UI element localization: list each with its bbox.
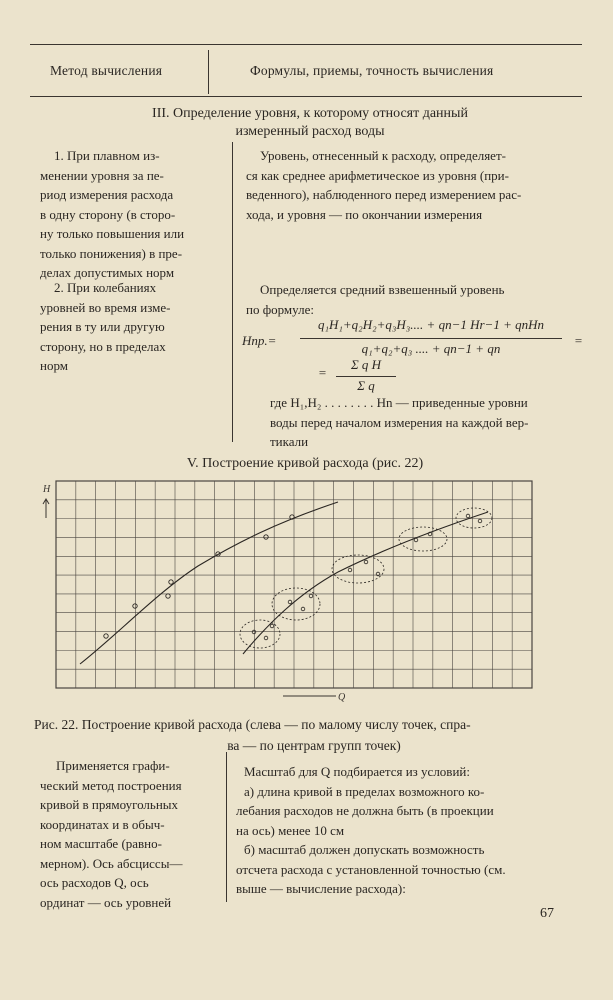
- data-point: [169, 580, 173, 584]
- item-2-description: [246, 280, 586, 319]
- bottom-method-line: кривой в прямоугольных: [40, 797, 179, 812]
- header-bottom-rule: [30, 96, 582, 97]
- bottom-method-line: ческий метод построения: [40, 777, 182, 793]
- bottom-method-line: ном масштабе (равно-: [40, 836, 162, 851]
- data-point: [466, 514, 470, 518]
- section-3-title: [90, 105, 530, 141]
- item-1-method-line: только понижения) в пре-: [40, 245, 183, 261]
- section-5-title: V. Построение кривой расхода (рис. 22): [186, 456, 424, 471]
- formula-lhs: Hпр.=: [242, 333, 277, 348]
- item-2-description-line: по формуле:: [246, 301, 314, 317]
- item-2-method: [40, 278, 228, 376]
- point-group: [272, 588, 320, 620]
- item-1-method-line: в одну сторону (в сторо-: [40, 206, 176, 222]
- data-point: [133, 604, 137, 608]
- item-1-description-line: ся как среднее арифметическое из уровня (при-: [246, 167, 509, 183]
- item-1-method-line: делах допустимых норм: [40, 265, 175, 280]
- data-point: [252, 630, 256, 634]
- data-point: [166, 594, 170, 598]
- chart-grid: [56, 481, 532, 688]
- item-1-method: [40, 146, 228, 283]
- formula-equals: =: [574, 333, 583, 348]
- data-point: [348, 568, 352, 572]
- formula-sum-fraction-bar: [336, 376, 396, 377]
- data-point: [309, 594, 313, 598]
- bottom-description-line: выше — вычисление расхода):: [236, 881, 406, 896]
- header-column-divider: [208, 50, 209, 94]
- bottom-description-line: а) длина кривой в пределах возможного ко-: [244, 783, 485, 799]
- item-1-method-line: 1. При плавном из-: [54, 148, 160, 163]
- data-point: [264, 535, 268, 539]
- formula-numerator: q₁H₁+q₂H₂+q₃H₃.... + qn−1 Hr−1 + qnHn: [317, 317, 544, 332]
- formula-fraction-bar: [300, 338, 562, 339]
- item-1-method-line: менении уровня за пе-: [40, 167, 164, 183]
- item-2-method-line: уровней во время изме-: [40, 299, 171, 315]
- item-1-description-line: хода, и уровня — по окончании измерения: [246, 206, 483, 222]
- x-axis-label: Q: [338, 692, 346, 703]
- data-point: [270, 624, 274, 628]
- item-2-method-line: норм: [40, 358, 68, 373]
- data-point: [364, 560, 368, 564]
- bottom-description-line: б) масштаб должен допускать возможность: [244, 842, 485, 857]
- figure-caption-line2: ва — по центрам групп точек): [227, 738, 401, 753]
- formula-sum-denominator: Σ q: [357, 378, 375, 393]
- bottom-description-line: Масштаб для Q подбирается из условий:: [244, 764, 470, 779]
- header-method: Метод вычисления: [50, 63, 163, 78]
- point-group: [332, 555, 384, 583]
- bottom-method-line: координатах и в обыч-: [40, 816, 165, 832]
- item-1-description-line: веденного), наблюденного перед измерением рас-: [246, 187, 522, 202]
- item-2-description-line: Определяется средний взвешенный уровень: [260, 282, 505, 297]
- item-1-description: [246, 146, 586, 224]
- item-1-method-line: ну только повышения или: [40, 226, 185, 241]
- item-1-description-line: Уровень, отнесенный к расходу, определяет-: [260, 148, 506, 163]
- bottom-method-line: ординат — ось уровней: [40, 894, 172, 910]
- formula-denominator: q₁+q₂+q₃ .... + qn−1 + qn: [361, 341, 501, 356]
- point-group: [399, 527, 447, 551]
- bottom-description-line: на ось) менее 10 см: [236, 822, 345, 838]
- data-point: [104, 634, 108, 638]
- header-top-rule: [30, 44, 582, 45]
- where-text: [246, 393, 586, 452]
- bottom-method: [40, 756, 222, 912]
- bottom-method-line: ось расходов Q, ось: [40, 875, 149, 890]
- where-line: тикали: [270, 434, 309, 449]
- left-curve-points: [104, 515, 294, 638]
- bottom-column-divider: [226, 752, 227, 902]
- data-point: [288, 600, 292, 604]
- section-3-title-line1: III. Определение уровня, к которому относят данный: [152, 106, 468, 121]
- item-2-method-line: рения в ту или другую: [40, 319, 165, 334]
- left-rating-curve: [80, 502, 338, 664]
- bottom-description-line: отсчета расхода с установленной точностью (см.: [236, 861, 506, 877]
- figure-caption-line1: Рис. 22. Построение кривой расхода (слева — по малому числу точек, спра-: [34, 717, 471, 732]
- item-1-method-line: риод измерения расхода: [40, 187, 174, 202]
- data-point: [264, 636, 268, 640]
- bottom-method-line: Применяется графи-: [56, 758, 170, 773]
- rating-curve-figure: [28, 474, 548, 714]
- page-number: 67: [540, 906, 554, 921]
- header-formulas: Формулы, приемы, точность вычисления: [250, 63, 494, 78]
- data-point: [414, 538, 418, 542]
- where-line: где H₁,H₂ . . . . . . . . Hn — приведенные уровни: [270, 395, 528, 410]
- data-point: [301, 607, 305, 611]
- formula-sum-numerator: Σ q H: [350, 357, 382, 372]
- body-column-divider: [232, 142, 233, 442]
- section-3-title-line2: измеренный расход воды: [235, 124, 385, 139]
- bottom-method-line: мерном). Ось абсциссы—: [40, 855, 183, 871]
- bottom-description-line: лебания расходов не должна быть (в проекции: [236, 803, 494, 818]
- item-2-method-line: 2. При колебаниях: [54, 280, 157, 295]
- y-axis-label: H: [43, 484, 51, 495]
- right-curve-point-groups: [240, 508, 492, 648]
- formula-equals-2: =: [318, 365, 327, 380]
- bottom-description: [236, 762, 588, 899]
- grid-lines: [56, 481, 532, 688]
- data-point: [478, 519, 482, 523]
- point-group: [456, 508, 492, 528]
- item-2-method-line: сторону, но в пределах: [40, 338, 166, 354]
- figure-caption: [34, 714, 594, 756]
- where-line: воды перед началом измерения на каждой вер-: [270, 414, 529, 430]
